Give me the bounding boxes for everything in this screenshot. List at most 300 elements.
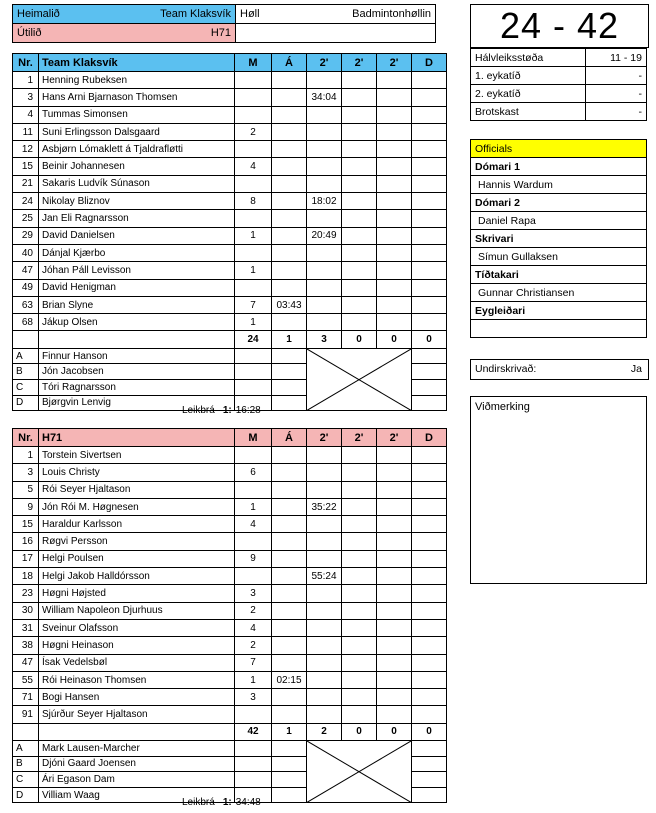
player-disq xyxy=(412,619,447,636)
player-row xyxy=(13,447,447,464)
col-a: Á xyxy=(272,54,307,72)
player-number: 30 xyxy=(13,602,39,619)
player-2min-3 xyxy=(377,464,412,481)
player-2min-3 xyxy=(377,210,412,227)
player-row xyxy=(13,706,447,723)
period-row xyxy=(471,85,647,103)
player-2min-3 xyxy=(377,706,412,723)
player-2min-2 xyxy=(342,141,377,158)
staff-m xyxy=(235,379,272,395)
period-label: 1. eykatíð xyxy=(471,67,586,85)
player-warning xyxy=(272,193,307,210)
official-role-row xyxy=(471,230,647,248)
player-2min-2 xyxy=(342,550,377,567)
totals-blank xyxy=(13,331,39,348)
player-goals: 3 xyxy=(235,689,272,706)
player-number: 11 xyxy=(13,123,39,140)
player-row xyxy=(13,141,447,158)
staff-a xyxy=(272,741,307,757)
official-role: Tíðtakari xyxy=(471,266,647,284)
player-disq xyxy=(412,158,447,175)
player-number: 4 xyxy=(13,106,39,123)
player-warning xyxy=(272,210,307,227)
player-2min-3 xyxy=(377,314,412,331)
player-number: 40 xyxy=(13,244,39,261)
player-2min-1 xyxy=(307,262,342,279)
player-name: Helgi Jakob Halldórsson xyxy=(39,568,235,585)
staff-id: A xyxy=(13,348,39,364)
period-row xyxy=(471,67,647,85)
staff-a xyxy=(272,379,307,395)
total-t1: 3 xyxy=(307,331,342,348)
player-goals xyxy=(235,175,272,192)
player-disq xyxy=(412,706,447,723)
player-goals: 2 xyxy=(235,602,272,619)
player-row xyxy=(13,244,447,261)
player-goals: 7 xyxy=(235,296,272,313)
player-disq xyxy=(412,585,447,602)
staff-id: C xyxy=(13,379,39,395)
player-2min-2 xyxy=(342,637,377,654)
player-2min-3 xyxy=(377,568,412,585)
player-disq xyxy=(412,262,447,279)
player-2min-3 xyxy=(377,498,412,515)
player-2min-1 xyxy=(307,279,342,296)
player-2min-3 xyxy=(377,671,412,688)
period-value: - xyxy=(586,67,647,85)
col-m: M xyxy=(235,429,272,447)
player-warning xyxy=(272,141,307,158)
staff-m xyxy=(235,364,272,380)
player-warning xyxy=(272,516,307,533)
player-2min-3 xyxy=(377,279,412,296)
staff-name: Djóni Gaard Joensen xyxy=(39,756,235,772)
staff-d xyxy=(412,364,447,380)
period-value: 11 - 19 xyxy=(586,49,647,67)
player-2min-1 xyxy=(307,637,342,654)
player-2min-3 xyxy=(377,481,412,498)
total-t2: 0 xyxy=(342,723,377,740)
player-name: Asbjørn Lómaklett á Tjaldrafløtti xyxy=(39,141,235,158)
player-2min-1: 34:04 xyxy=(307,89,342,106)
player-goals: 7 xyxy=(235,654,272,671)
player-goals: 4 xyxy=(235,516,272,533)
player-2min-3 xyxy=(377,516,412,533)
player-goals: 1 xyxy=(235,262,272,279)
player-row xyxy=(13,533,447,550)
staff-a xyxy=(272,756,307,772)
staff-row xyxy=(13,348,447,364)
totals-blank xyxy=(13,723,39,740)
player-2min-1 xyxy=(307,689,342,706)
totals-blank xyxy=(39,331,235,348)
player-disq xyxy=(412,464,447,481)
official-name xyxy=(471,320,647,338)
player-row xyxy=(13,210,447,227)
staff-name: Ári Egason Dam xyxy=(39,772,235,788)
official-role-row xyxy=(471,266,647,284)
player-row xyxy=(13,619,447,636)
col-2min-1: 2' xyxy=(307,54,342,72)
staff-name: Finnur Hanson xyxy=(39,348,235,364)
player-2min-3 xyxy=(377,550,412,567)
player-row xyxy=(13,227,447,244)
staff-name: Tóri Ragnarsson xyxy=(39,379,235,395)
player-2min-2 xyxy=(342,498,377,515)
player-goals xyxy=(235,106,272,123)
player-goals xyxy=(235,568,272,585)
player-number: 38 xyxy=(13,637,39,654)
player-number: 47 xyxy=(13,654,39,671)
player-name: William Napoleon Djurhuus xyxy=(39,602,235,619)
col-nr: Nr. xyxy=(13,429,39,447)
player-number: 31 xyxy=(13,619,39,636)
staff-m xyxy=(235,772,272,788)
staff-id: B xyxy=(13,364,39,380)
col-a: Á xyxy=(272,429,307,447)
player-warning xyxy=(272,689,307,706)
player-name: Røgvi Persson xyxy=(39,533,235,550)
match-header xyxy=(12,4,436,43)
player-goals: 1 xyxy=(235,314,272,331)
staff-m xyxy=(235,741,272,757)
player-goals: 1 xyxy=(235,498,272,515)
player-disq xyxy=(412,654,447,671)
player-row xyxy=(13,464,447,481)
player-warning xyxy=(272,106,307,123)
player-disq xyxy=(412,89,447,106)
player-name: Høgni Heinason xyxy=(39,637,235,654)
player-name: Jóhan Páll Levisson xyxy=(39,262,235,279)
player-2min-3 xyxy=(377,447,412,464)
player-name: Jákup Olsen xyxy=(39,314,235,331)
player-2min-3 xyxy=(377,602,412,619)
player-2min-2 xyxy=(342,244,377,261)
player-disq xyxy=(412,447,447,464)
player-disq xyxy=(412,498,447,515)
player-2min-2 xyxy=(342,654,377,671)
player-name: David Henigman xyxy=(39,279,235,296)
player-row xyxy=(13,481,447,498)
officials-header-row xyxy=(471,140,647,158)
staff-m xyxy=(235,348,272,364)
cross-mark xyxy=(307,741,411,802)
period-row xyxy=(471,103,647,121)
remark-label: Viðmerking xyxy=(475,401,530,413)
period-row xyxy=(471,49,647,67)
staff-d xyxy=(412,348,447,364)
player-name: Bogi Hansen xyxy=(39,689,235,706)
player-2min-1 xyxy=(307,706,342,723)
totals-row xyxy=(13,331,447,348)
home-playing-time-num: 1: xyxy=(222,405,232,416)
period-value: - xyxy=(586,85,647,103)
player-number: 5 xyxy=(13,481,39,498)
player-disq xyxy=(412,279,447,296)
signature-box xyxy=(470,359,649,380)
player-2min-1 xyxy=(307,464,342,481)
player-2min-2 xyxy=(342,464,377,481)
player-row xyxy=(13,585,447,602)
player-goals xyxy=(235,533,272,550)
player-2min-3 xyxy=(377,244,412,261)
official-role-row xyxy=(471,158,647,176)
player-2min-1: 20:49 xyxy=(307,227,342,244)
player-2min-3 xyxy=(377,175,412,192)
player-name: Rói Heinason Thomsen xyxy=(39,671,235,688)
player-warning xyxy=(272,279,307,296)
staff-d xyxy=(412,379,447,395)
player-2min-1 xyxy=(307,314,342,331)
player-row xyxy=(13,296,447,313)
period-scores-table xyxy=(470,48,647,121)
player-2min-3 xyxy=(377,654,412,671)
player-goals: 4 xyxy=(235,158,272,175)
player-goals xyxy=(235,244,272,261)
player-2min-1 xyxy=(307,671,342,688)
player-row xyxy=(13,602,447,619)
player-row xyxy=(13,175,447,192)
staff-name: Villiam Waag xyxy=(39,787,235,803)
staff-crossed-area xyxy=(307,741,412,803)
venue-cell xyxy=(236,5,436,24)
player-warning xyxy=(272,123,307,140)
final-score: 24 - 42 xyxy=(470,4,649,48)
staff-d xyxy=(412,787,447,803)
player-warning xyxy=(272,568,307,585)
officials-table xyxy=(470,139,647,338)
total-a: 1 xyxy=(272,331,307,348)
player-disq xyxy=(412,106,447,123)
total-m: 42 xyxy=(235,723,272,740)
player-2min-2 xyxy=(342,279,377,296)
totals-blank xyxy=(39,723,235,740)
player-goals: 1 xyxy=(235,671,272,688)
player-2min-1 xyxy=(307,619,342,636)
player-disq xyxy=(412,516,447,533)
staff-id: D xyxy=(13,787,39,803)
away-playing-time-num: 1: xyxy=(222,797,232,808)
player-warning xyxy=(272,314,307,331)
player-number: 18 xyxy=(13,568,39,585)
player-2min-1 xyxy=(307,175,342,192)
player-warning xyxy=(272,481,307,498)
player-2min-3 xyxy=(377,262,412,279)
official-role: Eygleiðari xyxy=(471,302,647,320)
player-2min-3 xyxy=(377,72,412,89)
player-row xyxy=(13,314,447,331)
player-row xyxy=(13,654,447,671)
player-warning xyxy=(272,175,307,192)
away-playing-time-label: Leikbrá xyxy=(182,797,215,808)
player-disq xyxy=(412,296,447,313)
staff-m xyxy=(235,756,272,772)
total-t1: 2 xyxy=(307,723,342,740)
player-2min-2 xyxy=(342,227,377,244)
player-2min-1 xyxy=(307,158,342,175)
staff-crossed-area xyxy=(307,348,412,410)
away-playing-time-value: 34:48 xyxy=(235,797,261,808)
player-number: 1 xyxy=(13,447,39,464)
player-2min-1 xyxy=(307,602,342,619)
staff-a xyxy=(272,772,307,788)
player-warning xyxy=(272,244,307,261)
player-2min-3 xyxy=(377,296,412,313)
player-name: Torstein Sivertsen xyxy=(39,447,235,464)
player-2min-3 xyxy=(377,158,412,175)
player-2min-2 xyxy=(342,296,377,313)
official-name-row xyxy=(471,212,647,230)
total-t3: 0 xyxy=(377,331,412,348)
player-disq xyxy=(412,210,447,227)
player-2min-3 xyxy=(377,193,412,210)
player-disq xyxy=(412,602,447,619)
player-2min-1 xyxy=(307,123,342,140)
cross-mark xyxy=(307,349,411,410)
player-2min-3 xyxy=(377,619,412,636)
player-2min-2 xyxy=(342,123,377,140)
player-row xyxy=(13,568,447,585)
player-goals: 2 xyxy=(235,123,272,140)
player-goals: 2 xyxy=(235,637,272,654)
official-name: Hannis Wardum xyxy=(471,176,647,194)
player-number: 63 xyxy=(13,296,39,313)
player-warning xyxy=(272,533,307,550)
player-number: 15 xyxy=(13,516,39,533)
player-number: 12 xyxy=(13,141,39,158)
player-2min-1 xyxy=(307,533,342,550)
player-2min-3 xyxy=(377,89,412,106)
player-goals: 3 xyxy=(235,585,272,602)
player-disq xyxy=(412,550,447,567)
home-playing-time-label: Leikbrá xyxy=(182,405,215,416)
col-2min-1: 2' xyxy=(307,429,342,447)
away-playing-time xyxy=(182,797,261,808)
player-warning xyxy=(272,89,307,106)
player-2min-2 xyxy=(342,314,377,331)
player-name: Rói Seyer Hjaltason xyxy=(39,481,235,498)
player-disq xyxy=(412,193,447,210)
player-disq xyxy=(412,481,447,498)
player-disq xyxy=(412,141,447,158)
player-2min-1 xyxy=(307,585,342,602)
player-name: Ísak Vedelsbøl xyxy=(39,654,235,671)
col-d: D xyxy=(412,54,447,72)
player-goals: 8 xyxy=(235,193,272,210)
player-2min-2 xyxy=(342,516,377,533)
player-row xyxy=(13,516,447,533)
player-2min-2 xyxy=(342,602,377,619)
away-team-cell xyxy=(13,24,236,43)
officials-title: Officials xyxy=(471,140,647,158)
player-row xyxy=(13,158,447,175)
player-2min-2 xyxy=(342,175,377,192)
player-warning xyxy=(272,637,307,654)
player-2min-2 xyxy=(342,262,377,279)
player-2min-1 xyxy=(307,210,342,227)
player-2min-1 xyxy=(307,447,342,464)
player-2min-2 xyxy=(342,72,377,89)
venue-name: Badmintonhøllin xyxy=(352,8,431,20)
player-row xyxy=(13,262,447,279)
player-goals xyxy=(235,279,272,296)
player-disq xyxy=(412,175,447,192)
player-disq xyxy=(412,533,447,550)
staff-a xyxy=(272,395,307,411)
player-number: 24 xyxy=(13,193,39,210)
period-label: Brotskast xyxy=(471,103,586,121)
official-name: Símun Gullaksen xyxy=(471,248,647,266)
player-disq xyxy=(412,314,447,331)
col-2min-2: 2' xyxy=(342,54,377,72)
player-disq xyxy=(412,637,447,654)
player-warning: 03:43 xyxy=(272,296,307,313)
player-goals: 1 xyxy=(235,227,272,244)
player-name: Brian Slyne xyxy=(39,296,235,313)
official-name-row xyxy=(471,320,647,338)
player-number: 9 xyxy=(13,498,39,515)
player-2min-3 xyxy=(377,141,412,158)
player-name: Haraldur Karlsson xyxy=(39,516,235,533)
player-disq xyxy=(412,689,447,706)
player-number: 1 xyxy=(13,72,39,89)
player-2min-2 xyxy=(342,210,377,227)
player-warning xyxy=(272,498,307,515)
away-label: Útilið xyxy=(17,27,42,39)
player-name: Louis Christy xyxy=(39,464,235,481)
player-name: Tummas Simonsen xyxy=(39,106,235,123)
player-2min-2 xyxy=(342,106,377,123)
official-role: Skrivari xyxy=(471,230,647,248)
player-number: 55 xyxy=(13,671,39,688)
player-goals xyxy=(235,481,272,498)
player-warning xyxy=(272,447,307,464)
staff-a xyxy=(272,348,307,364)
player-row xyxy=(13,689,447,706)
staff-d xyxy=(412,395,447,411)
player-name: Sjúrður Seyer Hjaltason xyxy=(39,706,235,723)
official-role-row xyxy=(471,194,647,212)
player-2min-1 xyxy=(307,296,342,313)
player-2min-1 xyxy=(307,244,342,261)
player-number: 29 xyxy=(13,227,39,244)
official-name-row xyxy=(471,176,647,194)
player-row xyxy=(13,123,447,140)
player-number: 91 xyxy=(13,706,39,723)
player-warning xyxy=(272,464,307,481)
player-2min-2 xyxy=(342,158,377,175)
player-row xyxy=(13,72,447,89)
total-t2: 0 xyxy=(342,331,377,348)
player-row xyxy=(13,279,447,296)
totals-row xyxy=(13,723,447,740)
total-d: 0 xyxy=(412,331,447,348)
player-warning xyxy=(272,550,307,567)
player-2min-1 xyxy=(307,516,342,533)
player-2min-3 xyxy=(377,106,412,123)
player-warning xyxy=(272,262,307,279)
player-warning xyxy=(272,706,307,723)
player-2min-3 xyxy=(377,585,412,602)
signature-label: Undirskrivað: xyxy=(475,363,537,375)
player-2min-2 xyxy=(342,689,377,706)
player-name: Nikolay Bliznov xyxy=(39,193,235,210)
staff-name: Bjørgvin Lenvig xyxy=(39,395,235,411)
home-team-table xyxy=(12,53,447,411)
player-name: Suni Erlingsson Dalsgaard xyxy=(39,123,235,140)
player-number: 49 xyxy=(13,279,39,296)
col-nr: Nr. xyxy=(13,54,39,72)
